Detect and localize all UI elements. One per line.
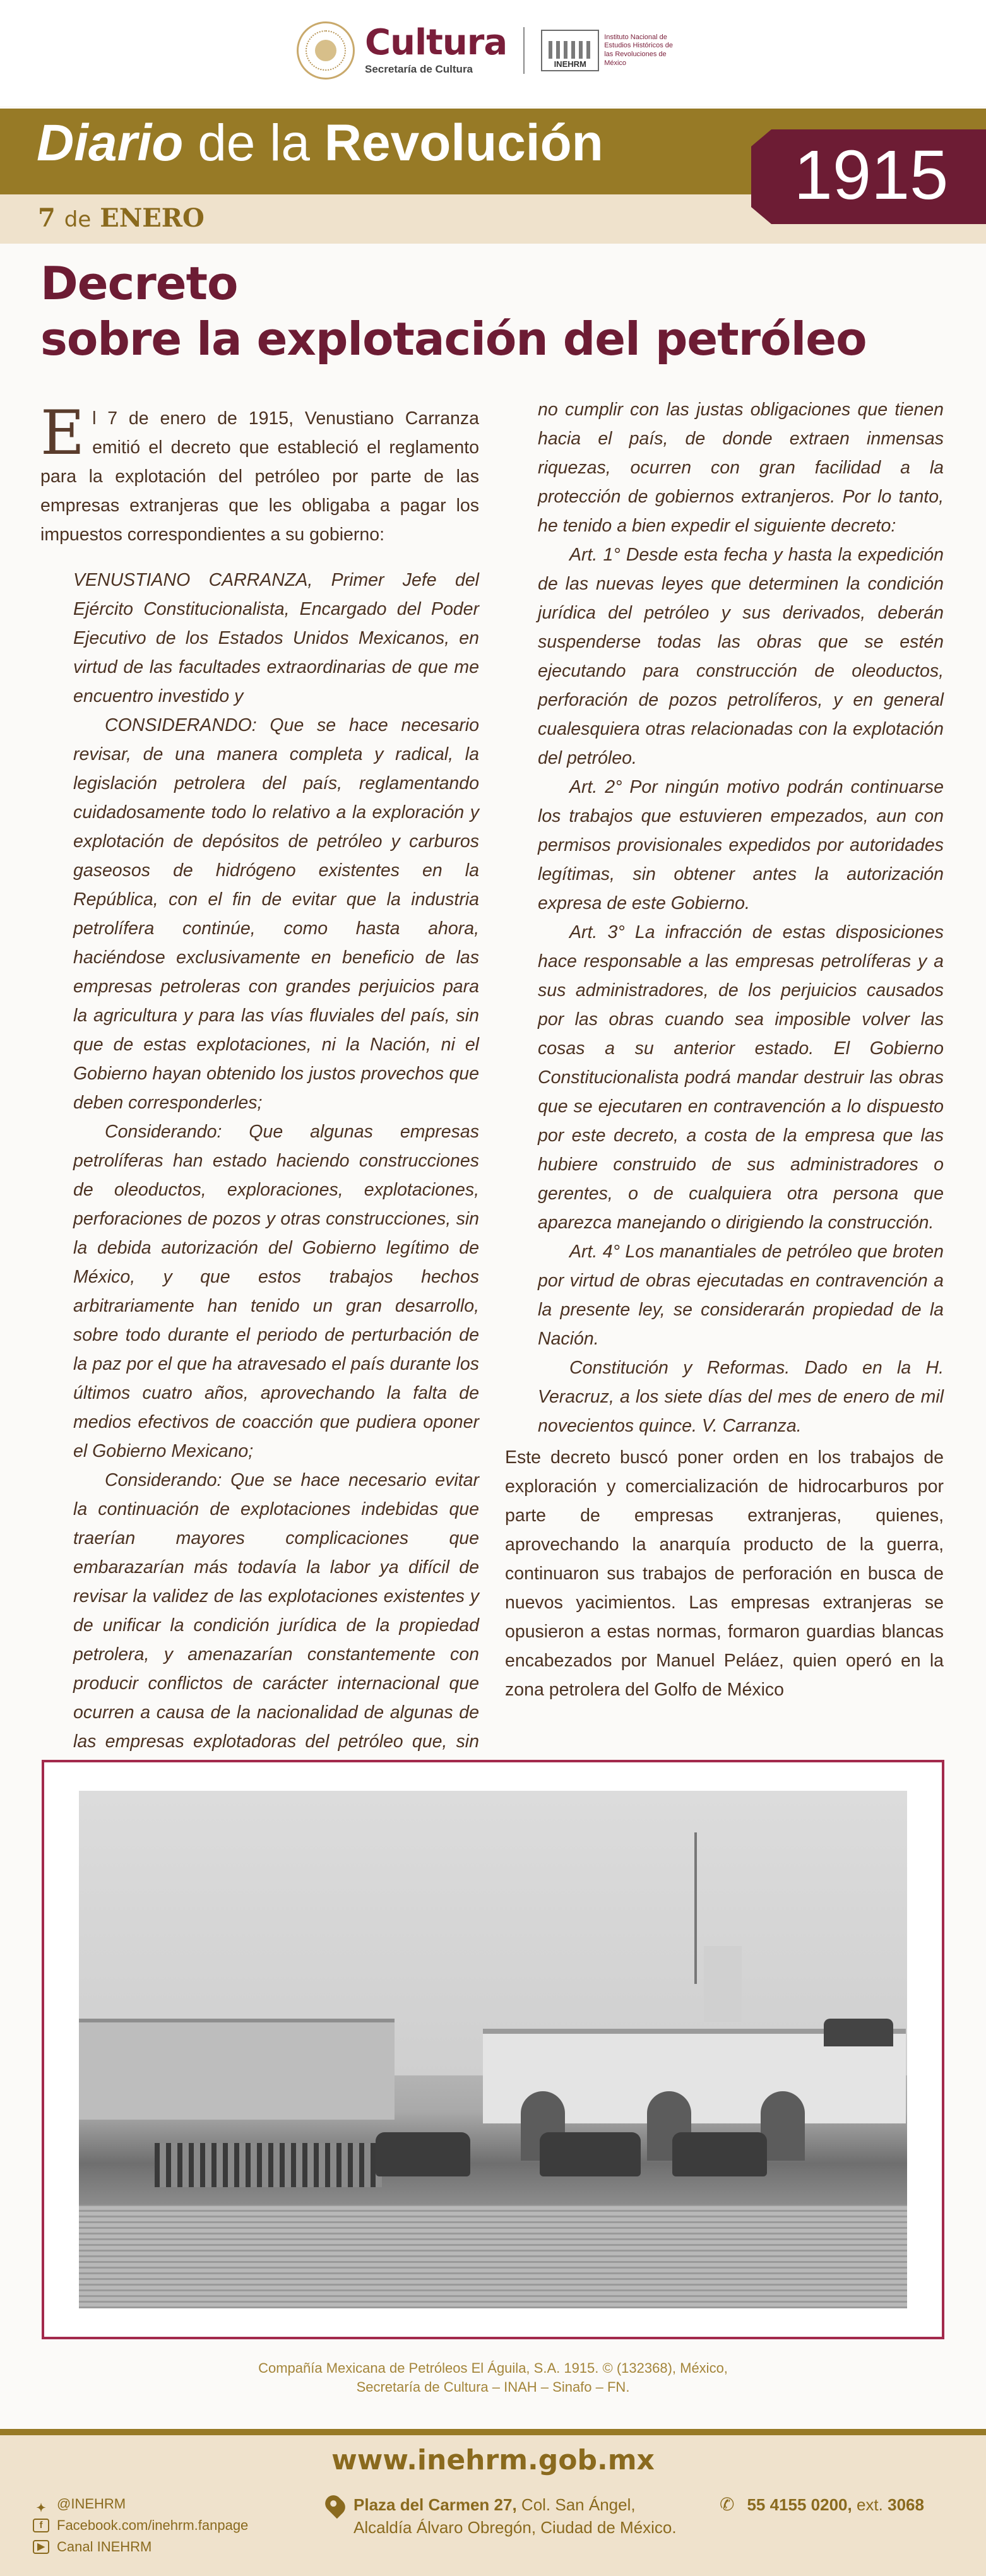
year: 1915 <box>793 136 949 214</box>
quote-paragraph: no cumplir con las justas obligaciones que tienen hacia el país, de donde extraen inmensas riquezas, ocurren con gran facilidad a la protección de gobiernos extranjeros. Por lo tanto, he tenido a bien expedir el siguiente decreto: <box>538 400 944 536</box>
closing-paragraph: Este decreto buscó poner orden en los trabajos de exploración y comercialización de hidrocarburos por parte de empresas extranjeras, quienes, aprovechando la anarquía producto de la guerra, continuaron sus trabajos de perforación en busca de nuevos yacimientos. Las empresas extranjeras se opusieron a estas normas, formaron guardias blancas encabezados por Manuel Peláez, quien operó en la zona petrolera del Golfo de México <box>505 1447 944 1700</box>
series-title-dela: de la <box>198 114 311 172</box>
decree-quote-left <box>73 566 479 1785</box>
quote-paragraph: CONSIDERANDO: Que se hace necesario revisar, de una manera completa y radical, la legislación petrolera del país, reglamentando cuidadosamente todo lo relativo a la exploración y explotación de depósitos de petróleo y carburos gaseosos de hidrógeno existentes en la República, con el fin de evitar que la industria petrolífera continúe, como hasta ahora, haciéndose exclusivamente en beneficio de las empresas petroleras con grandes perjuicios para la agricultura y para las vías fluviales del país, sin que de estas explotaciones, ni la Nación, ni el Gobierno hayan obtenido los justos provechos que deben corresponderles; <box>73 715 479 1113</box>
series-title-revolucion: Revolución <box>324 114 603 172</box>
facebook-link[interactable] <box>33 2515 248 2536</box>
address-city: Alcaldía Álvaro Obregón, Ciudad de México. <box>353 2518 677 2537</box>
website-link[interactable]: www.inehrm.gob.mx <box>331 2444 655 2476</box>
quote-paragraph: VENUSTIANO CARRANZA, Primer Jefe del Ejército Constitucionalista, Encargado del Poder Ejecutivo de los Estados Unidos Mexicanos, en virtud de las facultades extraordinarias de que me encuentro investido y <box>73 570 479 706</box>
article-4: Art. 4° Los manantiales de petróleo que broten por virtud de obras ejecutadas en contravención a la presente ley, se considerarán propiedad de la Nación. <box>538 1242 944 1349</box>
intro-text: l 7 de enero de 1915, Venustiano Carranza emitió el decreto que estableció el reglamento para la explotación del petróleo por parte de las empresas extranjeras que les obligaba a pagar los impuestos correspondientes a su gobierno: <box>40 408 479 545</box>
date-de: de <box>64 207 92 232</box>
series-title <box>37 114 603 172</box>
drop-cap: E <box>40 398 85 468</box>
phone <box>720 2493 924 2516</box>
photo-caption <box>0 2359 986 2397</box>
phone-ext-label: ext. <box>852 2495 888 2514</box>
aguila-sign <box>824 2019 893 2046</box>
phone-ext: 3068 <box>888 2495 924 2514</box>
top-header <box>0 0 986 106</box>
historical-photo <box>79 1791 907 2308</box>
date-day: 7 <box>38 203 56 233</box>
page-title-line1: Decreto <box>40 257 238 310</box>
intro-paragraph <box>40 398 479 549</box>
logo-divider <box>523 27 525 74</box>
article-3: Art. 3° La infracción de estas disposiciones hace responsable a las empresas petrolíferas y a sus administradores, de los perjuicios causados por las obras cuando sea imposible volver las cosas a su anterior estado. El Gobierno Constitucionalista podrá mandar destruir las obras que se ejecutaren en contravención a lo dispuesto por este decreto, a costa de la empresa que las hubiere construido de sus administradores o gerentes, o de cualquiera otra persona que aparezca manejando o dirigiendo la construcción. <box>538 922 944 1233</box>
twitter-icon: ✦ <box>36 2502 46 2514</box>
building-icon <box>541 30 599 71</box>
address <box>327 2493 677 2539</box>
footer-divider <box>0 2429 986 2435</box>
national-emblem-icon <box>297 21 355 80</box>
facebook-url: Facebook.com/inehrm.fanpage <box>57 2517 249 2533</box>
inehrm-full-name: Instituto Nacional de Estudios Históricos de las Revoluciones de México <box>604 33 674 67</box>
facebook-icon: f <box>33 2519 49 2532</box>
youtube-icon: ▶ <box>33 2540 49 2554</box>
photo-frame <box>42 1760 944 2339</box>
date-month: ENERO <box>100 203 205 233</box>
article-2: Art. 2° Por ningún motivo podrán continuarse los trabajos que estuvieren empezados, aun con permisos provisionales expedidos por autoridades legítimas, sin obtener antes la autorización expresa de este Gobierno. <box>538 777 944 913</box>
location-pin-icon <box>322 2492 348 2519</box>
inehrm-acronym: INEHRM <box>554 59 586 69</box>
address-colonia: Col. San Ángel, <box>516 2495 636 2514</box>
decree-quote-right <box>538 395 944 1440</box>
youtube-channel: Canal INEHRM <box>57 2539 152 2555</box>
left-column <box>40 398 479 1785</box>
quote-paragraph: Considerando: Que algunas empresas petrolíferas han estado haciendo construcciones de oleoductos, exploraciones, explotaciones, perforaciones de pozos y otras construcciones, sin la debida autorización del Gobierno legítimo de México, y que estos trabajos hechos arbitrariamente han tenido un gran desarrollo, sobre todo durante el periodo de perturbación de la paz por el que ha atravesado el país durante los últimos cuatro años, aprovechando la falta de medios efectivos de coacción que pudiera oponer el Gobierno Mexicano; <box>73 1122 479 1461</box>
caption-line1: Compañía Mexicana de Petróleos El Águila, S.A. 1915. © (132368), México, <box>258 2360 728 2376</box>
footer <box>0 2435 986 2576</box>
right-column <box>505 400 944 1704</box>
logos <box>297 19 674 82</box>
address-street: Plaza del Carmen 27, <box>353 2495 517 2514</box>
brand-subtitle: Secretaría de Cultura <box>365 63 473 75</box>
cultura-logo[interactable] <box>365 22 508 76</box>
youtube-link[interactable] <box>33 2536 248 2558</box>
series-title-diario: Diario <box>37 114 184 172</box>
page-title <box>40 256 867 367</box>
page-title-line2: sobre la explotación del petróleo <box>40 312 867 365</box>
article-1: Art. 1° Desde esta fecha y hasta la expedición de las nuevas leyes que determinen la condición jurídica del petróleo y sus derivados, deberán suspenderse todas las obras que se estén ejecutando para construcción de oleoductos, perforación de pozos petrolíferos, y en general cualesquiera otras relacionadas con la explotación del petróleo. <box>538 545 944 768</box>
brand-name: Cultura <box>365 22 508 63</box>
phone-number[interactable]: 55 4155 0200, <box>747 2495 852 2514</box>
quote-paragraph: Considerando: Que se hace necesario evitar la continuación de explotaciones indebidas que traerían mayores complicaciones que embarazarían más todavía la labor ya difícil de revisar la validez de las explotaciones existentes y de unificar la condición jurídica de la propiedad petrolera, y amenazarían constantemente con producir conflictos de carácter internacional que ocurren a causa de la nacionalidad de algunas de las empresas explotadoras del petróleo que, sin <box>73 1470 479 1752</box>
twitter-link[interactable] <box>33 2493 248 2515</box>
caption-line2: Secretaría de Cultura – INAH – Sinafo – FN. <box>356 2379 630 2395</box>
decree-signature: Constitución y Reformas. Dado en la H. Veracruz, a los siete días del mes de enero de mil novecientos quince. V. Carranza. <box>538 1358 944 1436</box>
twitter-handle: @INEHRM <box>57 2496 126 2512</box>
social-links <box>33 2493 248 2558</box>
phone-icon: ✆ <box>720 2495 735 2514</box>
inehrm-logo[interactable] <box>541 30 674 71</box>
date <box>38 203 205 233</box>
